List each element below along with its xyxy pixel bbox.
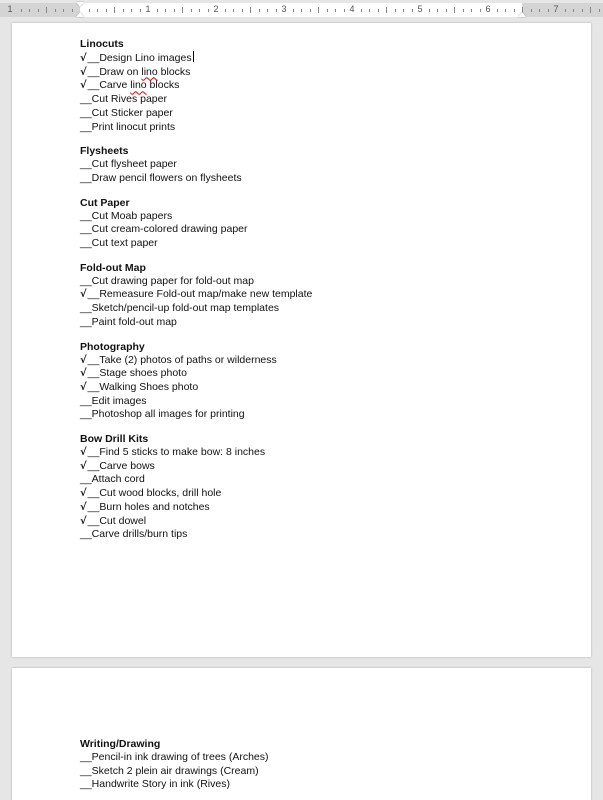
ruler-tick [301, 9, 302, 12]
section-heading: Bow Drill Kits [80, 433, 149, 446]
ruler-tick [539, 9, 540, 12]
ruler-number: 1 [7, 4, 13, 14]
ruler-tick [505, 9, 506, 12]
ruler-tick [72, 9, 73, 12]
ruler-tick [276, 9, 277, 12]
checklist-item[interactable] [80, 66, 312, 80]
page-1-content[interactable] [80, 37, 312, 552]
checklist-item[interactable] [80, 354, 312, 368]
ruler-tick [514, 9, 515, 12]
ruler-number: 1 [145, 4, 151, 14]
ruler-number: 3 [281, 4, 287, 14]
checklist-item-text: __Cut Rives paper [80, 93, 167, 106]
hanging-indent-marker[interactable] [76, 12, 84, 17]
checklist-item[interactable] [80, 158, 312, 172]
checklist-item[interactable] [80, 223, 312, 237]
ruler-tick [480, 9, 481, 12]
checklist-item[interactable] [80, 778, 269, 792]
checklist-item[interactable] [80, 367, 312, 381]
ruler-tick [531, 9, 532, 12]
checklist-item-text: __Stage shoes photo [87, 367, 187, 380]
checklist-item[interactable] [80, 172, 312, 186]
checklist-item-text: __Design Lino images [87, 52, 192, 64]
ruler-tick [106, 9, 107, 12]
ruler-number: 6 [485, 4, 491, 14]
ruler-tick [590, 7, 591, 13]
checklist-section [80, 37, 312, 134]
ruler-tick [497, 9, 498, 12]
checklist-item[interactable] [80, 528, 312, 542]
ruler-tick [174, 9, 175, 12]
ruler-tick [327, 9, 328, 12]
ruler-tick [573, 9, 574, 12]
checklist-item-text: __Walking Shoes photo [87, 380, 199, 393]
checkmark-icon: √ [80, 368, 87, 380]
checklist-item-text: __Sketch 2 plein air drawings (Cream) [80, 764, 259, 777]
ruler-tick [267, 9, 268, 12]
checklist-item[interactable] [80, 473, 312, 487]
section-heading: Writing/Drawing [80, 738, 161, 750]
ruler-number: 5 [417, 4, 423, 14]
ruler-tick [437, 9, 438, 12]
checkmark-icon: √ [80, 515, 87, 527]
ruler-tick [344, 9, 345, 12]
ruler-number: 7 [553, 4, 559, 14]
checklist-item[interactable] [80, 275, 312, 289]
section-heading: Flysheets [80, 145, 129, 158]
ruler-tick [403, 9, 404, 12]
checklist-item[interactable] [80, 446, 312, 460]
checklist-item[interactable] [80, 316, 312, 330]
ruler-tick [310, 9, 311, 12]
ruler-tick [463, 9, 464, 12]
checklist-item[interactable] [80, 237, 312, 251]
horizontal-ruler[interactable] [0, 0, 603, 20]
checklist-section [80, 196, 312, 251]
checklist-section [80, 737, 269, 792]
checklist-item-text: __Remeasure Fold-out map/make new template [87, 288, 313, 301]
checklist-item-text: __Cut dowel [87, 514, 147, 527]
ruler-tick [114, 7, 115, 13]
checklist-item[interactable] [80, 487, 312, 501]
checklist-item[interactable] [80, 408, 312, 422]
checklist-item[interactable] [80, 765, 269, 779]
checklist-item[interactable] [80, 79, 312, 93]
checkmark-icon: √ [80, 354, 87, 366]
ruler-tick [233, 9, 234, 12]
ruler-tick [471, 9, 472, 12]
section-heading: Photography [80, 340, 145, 353]
first-line-indent-marker[interactable] [76, 2, 84, 7]
ruler-tick [599, 9, 600, 12]
checklist-item[interactable] [80, 121, 312, 135]
ruler-tick [565, 9, 566, 12]
checklist-item-text: __Print linocut prints [80, 120, 176, 133]
checklist-item-text: __Cut flysheet paper [80, 158, 177, 171]
checklist-item-text: __Sketch/pencil-up fold-out map templates [80, 302, 280, 315]
document-page-2[interactable] [12, 668, 591, 800]
ruler-tick [454, 7, 455, 13]
checkmark-icon: √ [80, 501, 87, 513]
ruler-tick [335, 9, 336, 12]
ruler-tick [157, 9, 158, 12]
checklist-section [80, 261, 312, 330]
ruler-tick [182, 7, 183, 13]
ruler-tick [259, 9, 260, 12]
section-heading: Linocuts [80, 38, 124, 50]
checklist-item-text: __Edit images [80, 394, 147, 407]
ruler-number: 4 [349, 4, 355, 14]
ruler-number: 2 [213, 4, 219, 14]
checkmark-icon: √ [80, 460, 87, 472]
checklist-item-text: __Carve drills/burn tips [80, 528, 188, 541]
ruler-tick [55, 9, 56, 12]
checklist-item[interactable] [80, 501, 312, 515]
page-2-content[interactable] [80, 737, 269, 800]
checklist-item-text: __Cut text paper [80, 237, 158, 250]
checklist-section [80, 144, 312, 185]
checkmark-icon: √ [80, 80, 87, 92]
ruler-tick [548, 9, 549, 12]
ruler-tick [446, 9, 447, 12]
ruler-tick [293, 9, 294, 12]
checklist-item-text: __Paint fold-out map [80, 315, 177, 328]
checklist-item-text: __Carve bows [87, 459, 155, 472]
ruler-tick [225, 9, 226, 12]
checklist-item-text: __Photoshop all images for printing [80, 408, 245, 421]
checkmark-icon: √ [80, 488, 87, 500]
checklist-item-text: __Cut Sticker paper [80, 106, 173, 119]
ruler-tick [140, 9, 141, 12]
checklist-item[interactable] [80, 381, 312, 395]
checklist-item-text: __Find 5 sticks to make bow: 8 inches [87, 446, 266, 459]
spellcheck-underline[interactable]: lino [141, 65, 158, 78]
checkmark-icon: √ [80, 289, 87, 301]
ruler-tick [38, 9, 39, 12]
ruler-tick [318, 7, 319, 13]
checklist-item-text: __Cut wood blocks, drill hole [87, 487, 222, 500]
checklist-item[interactable] [80, 210, 312, 224]
checklist-item-text: __Cut Moab papers [80, 209, 173, 222]
text-cursor [193, 51, 194, 62]
checklist-item-text: __Cut drawing paper for fold-out map [80, 274, 254, 287]
right-indent-marker[interactable] [518, 12, 526, 17]
ruler-tick [165, 9, 166, 12]
checklist-item[interactable] [80, 107, 312, 121]
ruler-tick [582, 9, 583, 12]
ruler-tick [242, 9, 243, 12]
ruler-tick [63, 9, 64, 12]
checklist-item[interactable] [80, 751, 269, 765]
ruler-tick [21, 9, 22, 12]
checklist-section [80, 432, 312, 542]
checklist-item-text: __Handwrite Story in ink (Rives) [80, 778, 230, 791]
section-heading: Fold-out Map [80, 261, 146, 274]
ruler-tick [191, 9, 192, 12]
checklist-item[interactable] [80, 288, 312, 302]
ruler-tick [199, 9, 200, 12]
checkmark-icon: √ [80, 381, 87, 393]
checklist-item-text: __Cut cream-colored drawing paper [80, 223, 248, 236]
ruler-tick [412, 9, 413, 12]
section-heading: Cut Paper [80, 196, 130, 209]
checklist-item-text: __Take (2) photos of paths or wilderness [87, 353, 277, 366]
checklist-item-text: __Attach cord [80, 473, 145, 486]
checklist-section [80, 340, 312, 423]
ruler-tick [29, 9, 30, 12]
checklist-item-text: __Carve lino blocks [87, 79, 180, 92]
checklist-item-text: __Draw on lino blocks [87, 65, 191, 78]
ruler-tick [97, 9, 98, 12]
checkmark-icon: √ [80, 66, 87, 78]
document-page-1[interactable] [12, 23, 591, 657]
ruler-tick [361, 9, 362, 12]
ruler-tick [208, 9, 209, 12]
ruler-tick [46, 7, 47, 13]
ruler-tick [89, 9, 90, 12]
ruler-tick [395, 9, 396, 12]
checkmark-icon: √ [80, 53, 87, 64]
checklist-item-text: __Pencil-in ink drawing of trees (Arches) [80, 751, 269, 763]
ruler-tick [386, 7, 387, 13]
ruler-tick [250, 7, 251, 13]
checklist-item[interactable] [80, 515, 312, 529]
checklist-item-text: __Burn holes and notches [87, 500, 210, 513]
checklist-item[interactable] [80, 395, 312, 409]
checklist-item-text: __Draw pencil flowers on flysheets [80, 171, 242, 184]
spellcheck-underline[interactable]: lino [130, 79, 147, 92]
ruler-tick [123, 9, 124, 12]
checkmark-icon: √ [80, 447, 87, 459]
checklist-item[interactable] [80, 93, 312, 107]
ruler-tick [131, 9, 132, 12]
ruler-tick [369, 9, 370, 12]
ruler-tick [378, 9, 379, 12]
checklist-item[interactable] [80, 302, 312, 316]
checklist-item[interactable] [80, 460, 312, 474]
ruler-tick [429, 9, 430, 12]
checklist-item[interactable] [80, 51, 312, 66]
